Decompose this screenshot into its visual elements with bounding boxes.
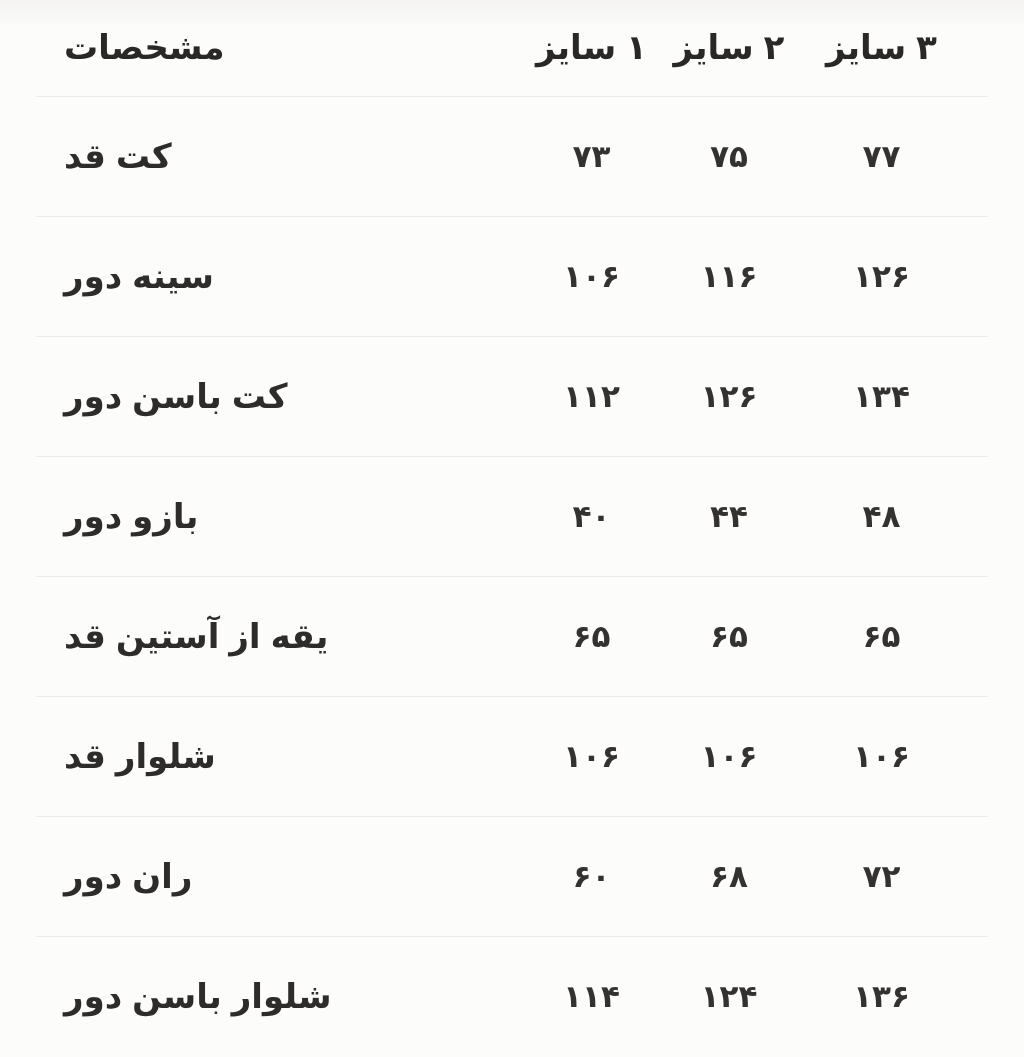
table-row (36, 337, 988, 457)
size2-value: ۶۸ (710, 858, 748, 895)
label-word: شلوار (115, 736, 216, 777)
size2-value: ۴۴ (710, 498, 748, 535)
size2-value: ۷۵ (710, 138, 748, 175)
size1-value: ۶۰ (572, 858, 611, 895)
label-word: دور (64, 496, 123, 537)
label-word: سینه (132, 256, 214, 297)
size2-value: ۶۵ (710, 618, 748, 655)
table-row (36, 577, 988, 697)
label-word: باسن (132, 376, 222, 417)
size2-value: ۱۱۶ (700, 258, 758, 295)
label-word: سایز (826, 28, 907, 68)
label-word: دور (64, 856, 123, 897)
table-row (36, 217, 988, 337)
size3-value: ۱۳۶ (853, 979, 910, 1015)
table-row (36, 817, 988, 937)
size2-value: ۱۲۴ (700, 979, 758, 1015)
table-row (36, 97, 988, 217)
label-word: سایز (673, 28, 754, 68)
table-row (36, 697, 988, 817)
label-word: مشخصات (64, 28, 225, 68)
size3-value: ۱۰۶ (853, 738, 910, 775)
label-word: ۲ (763, 28, 785, 68)
size1-value: ۱۰۶ (563, 738, 620, 775)
size1-value: ۷۳ (572, 138, 611, 175)
label-word: دور (64, 256, 123, 297)
label-word: از (229, 616, 261, 657)
label-word: قد (64, 736, 106, 777)
row-label (64, 617, 524, 657)
size3-value: ۱۲۶ (853, 258, 910, 295)
size3-value: ۷۲ (862, 858, 901, 895)
row-label (64, 377, 524, 417)
label-word: ران (132, 856, 193, 897)
size1-value: ۱۰۶ (563, 258, 620, 295)
row-label (64, 737, 524, 777)
size3-value: ۱۳۴ (853, 378, 910, 415)
label-word: دور (64, 977, 123, 1017)
table-row (36, 457, 988, 577)
size1-value: ۱۱۲ (563, 378, 620, 415)
label-word: آستین (115, 616, 220, 657)
table-header-row (36, 0, 988, 97)
label-word: ۳ (916, 28, 937, 68)
size3-value: ۴۸ (862, 498, 901, 535)
size1-column-header (524, 28, 659, 68)
row-label (64, 977, 524, 1017)
size1-value: ۱۱۴ (563, 979, 620, 1015)
label-word: بازو (132, 496, 199, 537)
row-label (64, 857, 524, 897)
row-label (64, 497, 524, 537)
label-word: قد (64, 616, 106, 657)
row-label (64, 257, 524, 297)
label-word: قد (64, 136, 106, 177)
size2-value: ۱۲۶ (700, 378, 758, 415)
row-label (64, 137, 524, 177)
label-word: باسن (132, 977, 222, 1017)
table-row (36, 937, 988, 1057)
label-word: کت (115, 136, 172, 177)
size2-column-header (659, 28, 799, 68)
label-word: سایز (536, 28, 617, 68)
size3-column-header (799, 28, 964, 68)
label-word: دور (64, 376, 123, 417)
label-word: یقه (270, 616, 329, 657)
label-word: شلوار (231, 977, 332, 1017)
size3-value: ۷۷ (862, 138, 901, 175)
size1-value: ۴۰ (572, 498, 611, 535)
label-word: ۱ (626, 28, 647, 68)
size1-value: ۶۵ (572, 618, 611, 655)
size3-value: ۶۵ (862, 618, 901, 655)
spec-column-header (64, 28, 524, 68)
size2-value: ۱۰۶ (700, 738, 758, 775)
label-word: کت (231, 376, 288, 417)
